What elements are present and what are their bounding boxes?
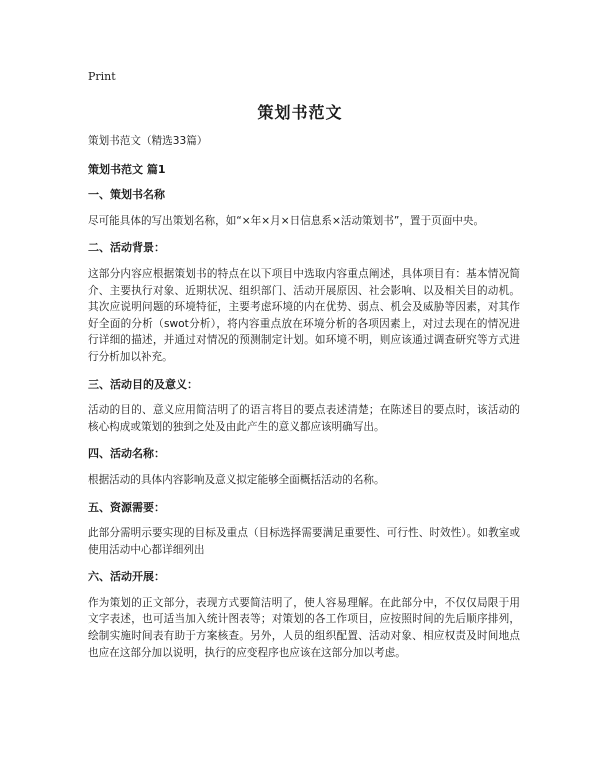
section-heading-resources: 五、资源需要： — [88, 500, 165, 514]
section-heading-name: 一、策划书名称 — [88, 188, 165, 202]
document-body — [88, 133, 520, 672]
document-subtitle: 策划书范文（精选33篇） — [88, 135, 208, 147]
section-body-background: 这部分内容应根据策划书的特点在以下项目中选取内容重点阐述，具体项目有：基本情况简介、主要执行对象、近期状况、组织部门、活动开展原因、社会影响、以及相关目的动机。其次应说明问题的环境特征，主要考虑环境的内在优势、弱点、机会及威胁等因素，对其作好全面的分析（swot分析），将内容重点放在环境分析的各项因素上，对过去现在的情况进行详细的描述，并通过对情况的预测制定计划。如环境不明，则应该通过调查研究等方式进行分析加以补充。 — [88, 267, 520, 363]
section-heading-activity-name: 四、活动名称： — [88, 447, 165, 461]
section-body-purpose: 活动的目的、意义应用简洁明了的语言将目的要点表述清楚；在陈述目的要点时，该活动的核心构成或策划的独到之处及由此产生的意义都应该明确写出。 — [88, 404, 520, 433]
section-heading-execution: 六、活动开展： — [88, 570, 165, 584]
section-body-activity-name: 根据活动的具体内容影响及意义拟定能够全面概括活动的名称。 — [88, 473, 385, 486]
section-body-execution: 作为策划的正文部分，表现方式要简洁明了，使人容易理解。在此部分中，不仅仅局限于用文字表述，也可适当加入统计图表等；对策划的各工作项目，应按照时间的先后顺序排列，绘制实施时间表有助于方案核查。另外，人员的组织配置、活动对象、相应权责及时间地点也应在这部分加以说明，执行的应变程序也应该在这部分加以考虑。 — [88, 596, 520, 659]
print-label: Print — [88, 70, 116, 83]
piece-title: 策划书范文 篇1 — [88, 162, 166, 176]
section-heading-purpose: 三、活动目的及意义： — [88, 377, 198, 391]
section-body-resources: 此部分需明示要实现的目标及重点（目标选择需要满足重要性、可行性、时效性）。如教室或使用活动中心都详细列出 — [88, 527, 520, 556]
document-title: 策划书范文 — [257, 103, 343, 122]
section-body-name: 尽可能具体的写出策划名称，如“×年×月×日信息系×活动策划书”，置于页面中央。 — [88, 214, 485, 227]
section-heading-background: 二、活动背景： — [88, 241, 165, 255]
